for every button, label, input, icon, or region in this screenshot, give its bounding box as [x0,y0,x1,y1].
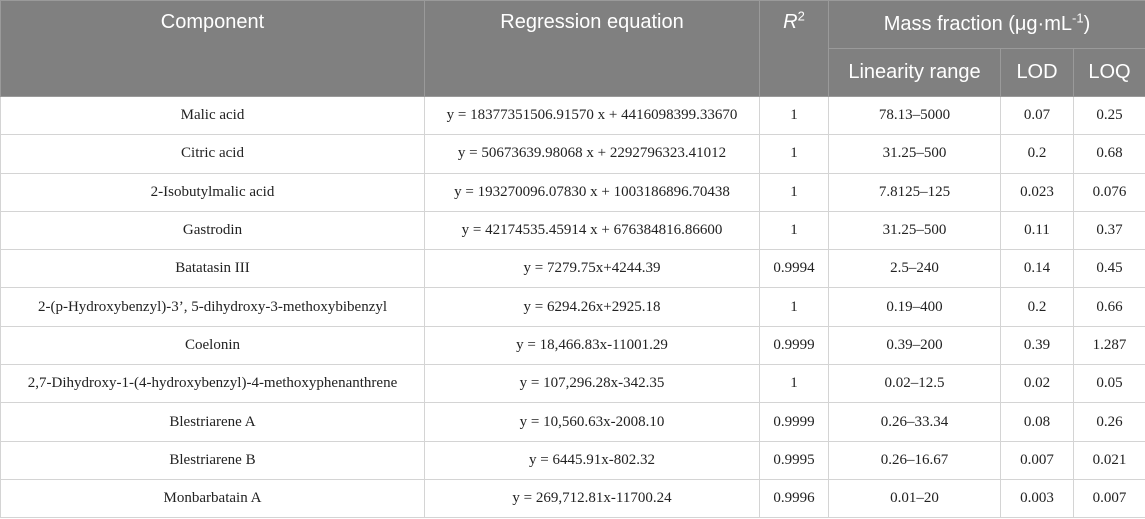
cell-r-squared: 0.9996 [760,479,829,517]
cell-lod: 0.07 [1001,97,1074,135]
cell-linearity-range: 0.02–12.5 [829,365,1001,403]
cell-component: 2,7-Dihydroxy-1-(4-hydroxybenzyl)-4-methoxyphenanthrene [1,365,425,403]
cell-r-squared: 1 [760,365,829,403]
cell-regression-equation: y = 193270096.07830 x + 1003186896.70438 [425,173,760,211]
table-row [1,97,1145,135]
cell-regression-equation: y = 42174535.45914 x + 676384816.86600 [425,211,760,249]
cell-component: Coelonin [1,326,425,364]
cell-lod: 0.003 [1001,479,1074,517]
cell-r-squared: 1 [760,135,829,173]
cell-loq: 0.007 [1074,479,1145,517]
cell-component: Blestriarene B [1,441,425,479]
cell-r-squared: 1 [760,173,829,211]
cell-regression-equation: y = 269,712.81x-11700.24 [425,479,760,517]
cell-r-squared: 1 [760,97,829,135]
cell-regression-equation: y = 18377351506.91570 x + 4416098399.33670 [425,97,760,135]
header-component: Component [1,1,425,97]
table-row [1,135,1145,173]
cell-r-squared: 1 [760,211,829,249]
cell-regression-equation: y = 6445.91x-802.32 [425,441,760,479]
cell-component: Batatasin III [1,250,425,288]
header-loq: LOQ [1074,49,1145,97]
cell-linearity-range: 0.01–20 [829,479,1001,517]
cell-component: 2-Isobutylmalic acid [1,173,425,211]
cell-linearity-range: 31.25–500 [829,211,1001,249]
table-row [1,365,1145,403]
cell-lod: 0.14 [1001,250,1074,288]
mass-fraction-superscript: -1 [1072,10,1084,26]
cell-component: Blestriarene A [1,403,425,441]
table-row [1,173,1145,211]
table-row [1,441,1145,479]
header-lod: LOD [1001,49,1074,97]
mass-fraction-close: ) [1083,13,1091,35]
cell-loq: 0.076 [1074,173,1145,211]
cell-linearity-range: 0.39–200 [829,326,1001,364]
cell-regression-equation: y = 7279.75x+4244.39 [425,250,760,288]
cell-r-squared: 0.9999 [760,403,829,441]
cell-component: Citric acid [1,135,425,173]
mass-fraction-base: Mass fraction (μg·mL [883,13,1072,35]
cell-component: Gastrodin [1,211,425,249]
cell-r-squared: 1 [760,288,829,326]
header-r-squared [760,1,829,97]
cell-loq: 0.05 [1074,365,1145,403]
header-regression-equation: Regression equation [425,1,760,97]
cell-lod: 0.023 [1001,173,1074,211]
cell-component: Malic acid [1,97,425,135]
table-row [1,288,1145,326]
header-linearity-range: Linearity range [829,49,1001,97]
cell-linearity-range: 7.8125–125 [829,173,1001,211]
cell-lod: 0.2 [1001,288,1074,326]
table-row [1,479,1145,517]
cell-loq: 0.37 [1074,211,1145,249]
cell-lod: 0.11 [1001,211,1074,249]
cell-regression-equation: y = 18,466.83x-11001.29 [425,326,760,364]
cell-lod: 0.39 [1001,326,1074,364]
cell-linearity-range: 0.26–33.34 [829,403,1001,441]
cell-linearity-range: 2.5–240 [829,250,1001,288]
cell-lod: 0.08 [1001,403,1074,441]
r2-superscript: 2 [797,8,805,24]
cell-linearity-range: 0.19–400 [829,288,1001,326]
cell-lod: 0.2 [1001,135,1074,173]
cell-regression-equation: y = 10,560.63x-2008.10 [425,403,760,441]
cell-linearity-range: 0.26–16.67 [829,441,1001,479]
cell-loq: 0.45 [1074,250,1145,288]
cell-loq: 0.25 [1074,97,1145,135]
table-row [1,326,1145,364]
cell-loq: 0.021 [1074,441,1145,479]
cell-r-squared: 0.9994 [760,250,829,288]
cell-component: Monbarbatain A [1,479,425,517]
table-row [1,211,1145,249]
table-row [1,403,1145,441]
cell-loq: 1.287 [1074,326,1145,364]
table-header [1,1,1145,97]
cell-lod: 0.007 [1001,441,1074,479]
cell-linearity-range: 78.13–5000 [829,97,1001,135]
cell-r-squared: 0.9995 [760,441,829,479]
table-body [1,97,1145,518]
cell-loq: 0.26 [1074,403,1145,441]
cell-regression-equation: y = 107,296.28x-342.35 [425,365,760,403]
cell-lod: 0.02 [1001,365,1074,403]
cell-linearity-range: 31.25–500 [829,135,1001,173]
header-mass-fraction [829,1,1145,49]
r2-base: R [783,11,798,33]
cell-loq: 0.68 [1074,135,1145,173]
cell-component: 2-(p-Hydroxybenzyl)-3’, 5-dihydroxy-3-methoxybibenzyl [1,288,425,326]
cell-r-squared: 0.9999 [760,326,829,364]
cell-loq: 0.66 [1074,288,1145,326]
table-row [1,250,1145,288]
cell-regression-equation: y = 6294.26x+2925.18 [425,288,760,326]
cell-regression-equation: y = 50673639.98068 x + 2292796323.41012 [425,135,760,173]
